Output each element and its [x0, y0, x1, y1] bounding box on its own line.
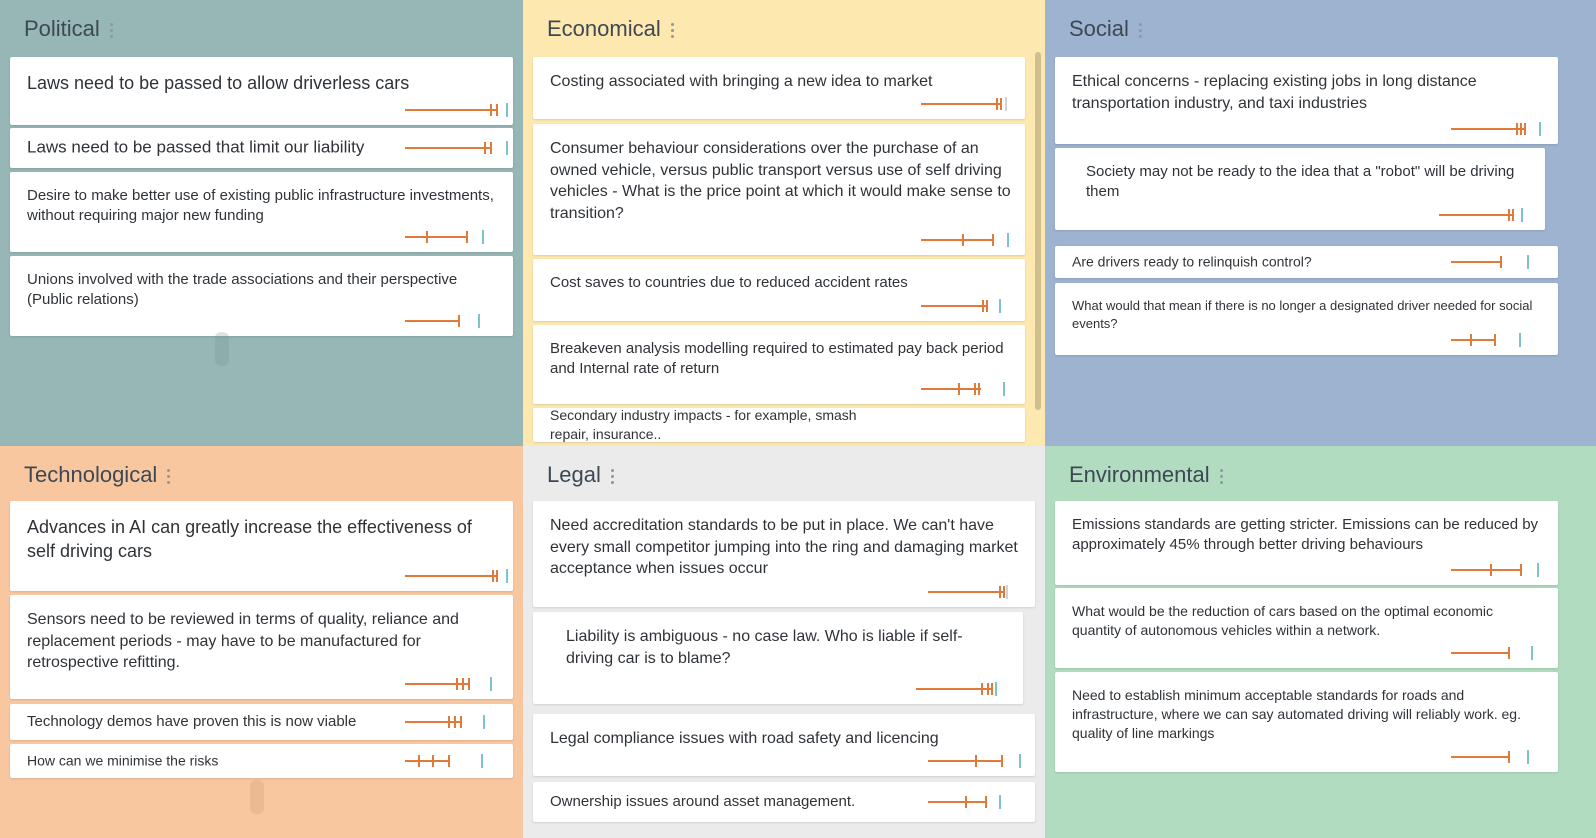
- priority-meter[interactable]: [405, 103, 510, 117]
- priority-meter[interactable]: [405, 754, 485, 768]
- card[interactable]: [1055, 501, 1558, 585]
- meter-tick: [448, 755, 450, 767]
- priority-meter[interactable]: [405, 569, 510, 583]
- card-text: Breakeven analysis modelling required to estimated pay back period and Internal rate of return: [550, 340, 1004, 378]
- priority-meter[interactable]: [928, 795, 1003, 809]
- priority-meter[interactable]: [1451, 255, 1531, 269]
- card-text: Need to establish minimum acceptable standards for roads and infrastructure, where we can say automated driving will reliably work. eg. quality of line markings: [1072, 687, 1521, 741]
- drag-handle-icon[interactable]: [167, 469, 170, 484]
- priority-meter[interactable]: [928, 585, 1010, 599]
- card[interactable]: [10, 744, 513, 778]
- meter-tick: [958, 383, 960, 395]
- meter-marker: [478, 314, 480, 328]
- panel-title[interactable]: [547, 462, 614, 488]
- card-text: Consumer behaviour considerations over the purchase of an owned vehicle, versus public transport versus use of self driving vehicles - What is the price point at which it would make sense to transition?: [550, 140, 1011, 222]
- meter-marker: [481, 754, 483, 768]
- card[interactable]: [1055, 148, 1545, 230]
- priority-meter[interactable]: [1451, 750, 1531, 764]
- card[interactable]: [10, 595, 513, 699]
- panel-technological: [0, 446, 523, 838]
- panel-economical: [523, 0, 1045, 446]
- meter-tick: [454, 716, 456, 728]
- meter-line: [405, 575, 497, 577]
- card-text: What would that mean if there is no longer a designated driver needed for social events?: [1072, 298, 1533, 331]
- meter-tick: [985, 796, 987, 808]
- card[interactable]: [1055, 672, 1558, 772]
- card[interactable]: [533, 501, 1035, 607]
- meter-tick: [462, 678, 464, 690]
- panel-title-text: Economical: [547, 16, 661, 41]
- card[interactable]: [10, 128, 513, 168]
- meter-line: [1451, 339, 1495, 341]
- card[interactable]: [1055, 588, 1558, 668]
- meter-tick: [1470, 334, 1472, 346]
- meter-marker: [1019, 754, 1021, 768]
- meter-tick: [975, 755, 977, 767]
- meter-marker: [1519, 333, 1521, 347]
- meter-line: [928, 760, 1002, 762]
- drag-handle-icon[interactable]: [1139, 23, 1142, 38]
- card[interactable]: [10, 501, 513, 591]
- meter-tick: [992, 234, 994, 246]
- meter-tick: [978, 383, 980, 395]
- card[interactable]: [10, 57, 513, 125]
- card[interactable]: [533, 57, 1025, 119]
- card[interactable]: [533, 782, 1035, 822]
- card-text: Ethical concerns - replacing existing jobs in long distance transportation industry, and taxi industries: [1072, 73, 1477, 112]
- drag-handle-icon[interactable]: [611, 469, 614, 484]
- priority-meter[interactable]: [405, 715, 487, 729]
- meter-tick: [1000, 98, 1002, 110]
- card-text: Costing associated with bringing a new idea to market: [550, 73, 933, 90]
- meter-tick: [484, 142, 486, 154]
- meter-tick: [986, 300, 988, 312]
- meter-tick: [426, 231, 428, 243]
- meter-marker: [506, 141, 508, 155]
- card-text: How can we minimise the risks: [27, 752, 219, 769]
- meter-tick: [1494, 334, 1496, 346]
- meter-tick: [1500, 256, 1502, 268]
- meter-marker: [506, 103, 508, 117]
- meter-line: [1451, 652, 1509, 654]
- meter-marker: [999, 299, 1001, 313]
- scrollbar[interactable]: [1035, 52, 1041, 410]
- panel-political: [0, 0, 523, 446]
- card[interactable]: [10, 704, 513, 740]
- card[interactable]: [533, 325, 1025, 404]
- meter-line: [921, 103, 1001, 105]
- meter-line: [1451, 261, 1501, 263]
- priority-meter[interactable]: [928, 754, 1023, 768]
- drag-shadow: [215, 332, 229, 366]
- meter-line: [405, 320, 459, 322]
- panel-title-text: Technological: [24, 462, 158, 487]
- meter-marker: [1003, 382, 1005, 396]
- meter-tick: [1003, 586, 1005, 598]
- priority-meter[interactable]: [1451, 646, 1535, 660]
- panel-title-text: Legal: [547, 462, 601, 487]
- meter-line: [921, 305, 987, 307]
- meter-tick: [1508, 209, 1510, 221]
- meter-marker: [1537, 563, 1539, 577]
- card[interactable]: [533, 259, 1025, 321]
- meter-line: [405, 147, 491, 149]
- meter-tick: [1490, 564, 1492, 576]
- panel-title-text: Environmental: [1069, 462, 1210, 487]
- priority-meter[interactable]: [921, 97, 1009, 111]
- meter-tick: [1001, 755, 1003, 767]
- meter-marker: [506, 569, 508, 583]
- card[interactable]: [10, 172, 513, 252]
- meter-marker: [1006, 585, 1008, 599]
- priority-meter[interactable]: [916, 682, 999, 696]
- meter-tick: [496, 104, 498, 116]
- priority-meter[interactable]: [1439, 208, 1525, 222]
- card-text: Unions involved with the trade associations and their perspective (Public relations): [27, 271, 458, 309]
- priority-meter[interactable]: [1451, 333, 1523, 347]
- card[interactable]: [1055, 57, 1558, 144]
- card-text: Sensors need to be reviewed in terms of quality, reliance and replacement periods - may have to be manufactured for retrospective refitting.: [27, 611, 459, 672]
- panel-title[interactable]: [1069, 16, 1142, 42]
- priority-meter[interactable]: [405, 677, 494, 691]
- meter-tick: [1520, 123, 1522, 135]
- drag-handle-icon[interactable]: [1220, 469, 1223, 484]
- meter-tick: [432, 755, 434, 767]
- meter-tick: [965, 796, 967, 808]
- panel-title[interactable]: [547, 16, 674, 42]
- panel-environmental: [1045, 446, 1596, 838]
- card-text: Society may not be ready to the idea that a "robot" will be driving them: [1086, 163, 1515, 201]
- meter-tick: [974, 383, 976, 395]
- card-text: Liability is ambiguous - no case law. Who is liable if self-driving car is to blame?: [566, 628, 963, 667]
- meter-line: [928, 801, 986, 803]
- meter-tick: [496, 570, 498, 582]
- priority-meter[interactable]: [1451, 122, 1543, 136]
- card[interactable]: [533, 612, 1023, 704]
- meter-tick: [490, 142, 492, 154]
- meter-line: [1451, 569, 1521, 571]
- meter-tick: [996, 98, 998, 110]
- meter-marker: [482, 230, 484, 244]
- meter-marker: [1005, 97, 1007, 111]
- panel-title-text: Political: [24, 16, 100, 41]
- meter-line: [1451, 756, 1509, 758]
- drag-shadow: [250, 780, 264, 814]
- meter-line: [921, 388, 981, 390]
- card[interactable]: [1055, 246, 1558, 278]
- meter-line: [1451, 128, 1525, 130]
- meter-line: [405, 109, 497, 111]
- meter-tick: [468, 678, 470, 690]
- card-text: What would be the reduction of cars based on the optimal economic quantity of autonomous vehicles within a network.: [1072, 603, 1494, 638]
- drag-handle-icon[interactable]: [110, 23, 113, 38]
- meter-line: [1439, 214, 1513, 216]
- meter-tick: [1512, 209, 1514, 221]
- card-text: Need accreditation standards to be put in place. We can't have every small competitor jumping into the ring and damaging market acceptance when issues occur: [550, 517, 1018, 578]
- card[interactable]: [533, 124, 1025, 255]
- meter-tick: [981, 683, 983, 695]
- meter-line: [405, 683, 469, 685]
- meter-tick: [982, 300, 984, 312]
- meter-tick: [987, 683, 989, 695]
- meter-tick: [1524, 123, 1526, 135]
- meter-tick: [492, 570, 494, 582]
- meter-tick: [490, 104, 492, 116]
- meter-tick: [1520, 564, 1522, 576]
- panel-title[interactable]: [1069, 462, 1223, 488]
- priority-meter[interactable]: [921, 382, 1007, 396]
- card-text: Emissions standards are getting stricter. Emissions can be reduced by approximately 45% through better driving behaviours: [1072, 516, 1539, 554]
- meter-tick: [991, 683, 993, 695]
- meter-tick: [418, 755, 420, 767]
- meter-line: [405, 236, 467, 238]
- meter-marker: [490, 677, 492, 691]
- card-text: Legal compliance issues with road safety and licencing: [550, 730, 939, 747]
- meter-tick: [1508, 647, 1510, 659]
- meter-tick: [456, 678, 458, 690]
- card-text: Cost saves to countries due to reduced accident rates: [550, 274, 908, 291]
- priority-meter[interactable]: [405, 141, 510, 155]
- meter-marker: [1539, 122, 1541, 136]
- meter-marker: [1527, 750, 1529, 764]
- meter-line: [928, 591, 1004, 593]
- meter-marker: [1527, 255, 1529, 269]
- drag-handle-icon[interactable]: [671, 23, 674, 38]
- priority-meter[interactable]: [1451, 563, 1541, 577]
- meter-tick: [458, 315, 460, 327]
- meter-marker: [999, 795, 1001, 809]
- meter-marker: [1531, 646, 1533, 660]
- meter-marker: [995, 682, 997, 696]
- meter-tick: [962, 234, 964, 246]
- panel-legal: [523, 446, 1045, 838]
- meter-line: [921, 239, 993, 241]
- card-text: Laws need to be passed that limit our liability: [27, 137, 365, 157]
- priority-meter[interactable]: [921, 299, 1003, 313]
- card-text: Ownership issues around asset management.: [550, 792, 856, 810]
- card-text: Secondary industry impacts - for example, smash repair, insurance..: [550, 407, 857, 442]
- card[interactable]: [533, 714, 1035, 776]
- meter-line: [405, 721, 461, 723]
- card-text: Advances in AI can greatly increase the effectiveness of self driving cars: [27, 517, 472, 562]
- meter-marker: [1007, 233, 1009, 247]
- meter-tick: [448, 716, 450, 728]
- card[interactable]: [1055, 283, 1558, 355]
- meter-tick: [466, 231, 468, 243]
- meter-marker: [483, 715, 485, 729]
- card-text: Are drivers ready to relinquish control?: [1072, 253, 1312, 270]
- card-text: Laws need to be passed to allow driverless cars: [27, 73, 410, 93]
- panel-title[interactable]: [24, 462, 170, 488]
- meter-tick: [1516, 123, 1518, 135]
- panel-title-text: Social: [1069, 16, 1129, 41]
- meter-line: [405, 760, 449, 762]
- priority-meter[interactable]: [405, 314, 482, 328]
- card-text: Desire to make better use of existing public infrastructure investments, without requiring major new funding: [27, 187, 494, 225]
- priority-meter[interactable]: [921, 233, 1011, 247]
- panel-title[interactable]: [24, 16, 113, 42]
- priority-meter[interactable]: [405, 230, 486, 244]
- card[interactable]: [533, 408, 1025, 442]
- meter-marker: [1521, 208, 1523, 222]
- meter-tick: [1508, 751, 1510, 763]
- meter-tick: [999, 586, 1001, 598]
- meter-tick: [460, 716, 462, 728]
- card[interactable]: [10, 256, 513, 336]
- card-text: Technology demos have proven this is now viable: [27, 712, 357, 730]
- panel-social: [1045, 0, 1596, 446]
